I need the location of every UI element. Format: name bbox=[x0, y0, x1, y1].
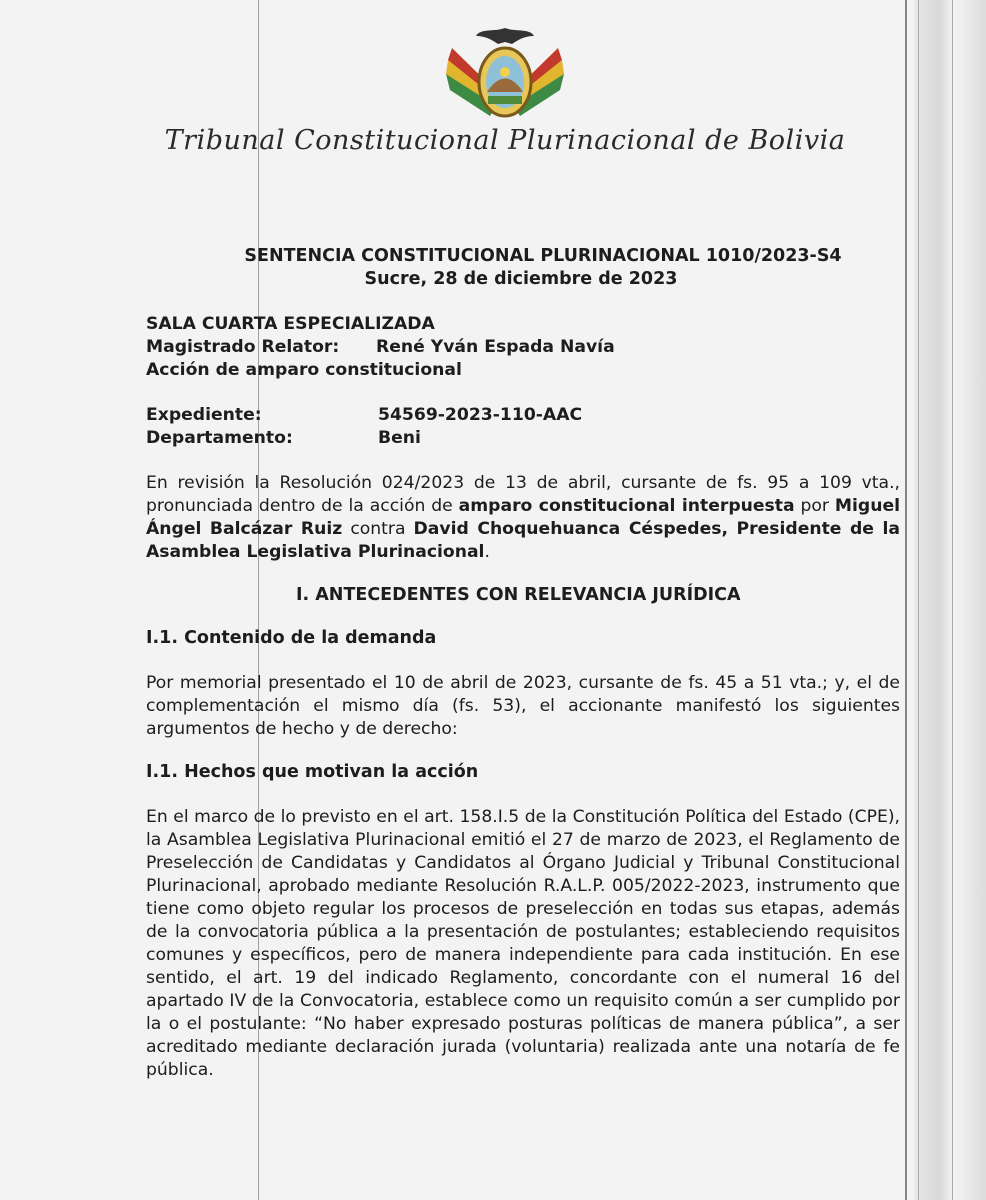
coat-of-arms-icon bbox=[440, 20, 570, 140]
intro-bold-2: Miguel Ángel Balcázar Ruiz bbox=[146, 496, 901, 539]
intro-text-4: . bbox=[484, 542, 490, 562]
action-type: Acción de amparo constitucional bbox=[146, 360, 462, 380]
institution-name: Tribunal Constitucional Plurinacional de Bolivia bbox=[164, 125, 846, 156]
intro-text-2: por bbox=[794, 496, 835, 516]
case-info bbox=[146, 404, 900, 450]
chamber-name: SALA CUARTA ESPECIALIZADA bbox=[146, 314, 435, 334]
departamento-row bbox=[146, 427, 900, 450]
scan-fold-line bbox=[905, 0, 907, 1200]
scan-fold-line bbox=[952, 0, 953, 1200]
document-body bbox=[146, 245, 900, 1099]
expediente-row bbox=[146, 404, 900, 427]
relator-row bbox=[146, 336, 900, 359]
subsection-paragraph: En el marco de lo previsto en el art. 158.I.5 de la Constitución Política del Estado (CPE), la Asamblea Legislativa Plurinacional emitió el 27 de marzo de 2023, el Reglamento de Preselección de Candidatas y Candidatos al Órgano Judicial y Tribunal Constitucional Plurinacional, aprobado mediante Resolución R.A.L.P. 005/2022-2023, instrumento que tiene como objeto regular los procesos de preselección en todas sus etapas, además de la convocatoria pública a la presentación de postulantes; estableciendo requisitos comunes y específicos, pero de manera independiente para cada institución. En ese sentido, el art. 19 del indicado Reglamento, concordante con el numeral 16 del apartado IV de la Convocatoria, establece como un requisito común a ser cumplido por la o el postulante: “No haber expresado posturas políticas de manera pública”, a ser acreditado mediante declaración jurada (voluntaria) realizada ante una notaría de fe pública. bbox=[146, 807, 900, 1080]
subsection-heading: I.1. Contenido de la demanda bbox=[146, 628, 437, 648]
intro-text-3: contra bbox=[342, 519, 414, 539]
scan-fold-line bbox=[918, 0, 919, 1200]
subsection-paragraph: Por memorial presentado el 10 de abril de 2023, cursante de fs. 45 a 51 vta.; y, el de complementación el mismo día (fs. 53), el accionante manifestó los siguientes argumentos de hecho y de derecho: bbox=[146, 673, 900, 739]
chamber-info bbox=[146, 313, 900, 382]
intro-bold-3: David Choquehuanca Céspedes, Presidente de la Asamblea Legislativa Plurinacional bbox=[146, 519, 900, 562]
intro-bold-1: amparo constitucional interpuesta bbox=[458, 496, 795, 516]
departamento-label: Departamento: bbox=[146, 428, 293, 448]
departamento-value: Beni bbox=[378, 428, 421, 448]
expediente-label: Expediente: bbox=[146, 405, 262, 425]
intro-paragraph bbox=[146, 472, 900, 564]
subsection-heading: I.1. Hechos que motivan la acción bbox=[146, 762, 479, 782]
relator-label: Magistrado Relator: bbox=[146, 337, 340, 357]
intro-text-1: En revisión la Resolución 024/2023 de 13 de abril, cursante de fs. 95 a 109 vta., pronunciada dentro de la acción de bbox=[146, 473, 900, 516]
expediente-value: 54569-2023-110-AAC bbox=[378, 405, 583, 425]
relator-value: René Yván Espada Navía bbox=[376, 337, 615, 357]
scan-page-edge bbox=[914, 0, 986, 1200]
sentence-title: SENTENCIA CONSTITUCIONAL PLURINACIONAL 1010/2023-S4 bbox=[244, 246, 842, 266]
sentence-date: Sucre, 28 de diciembre de 2023 bbox=[364, 269, 678, 289]
section-heading: I. ANTECEDENTES CON RELEVANCIA JURÍDICA bbox=[296, 585, 741, 605]
